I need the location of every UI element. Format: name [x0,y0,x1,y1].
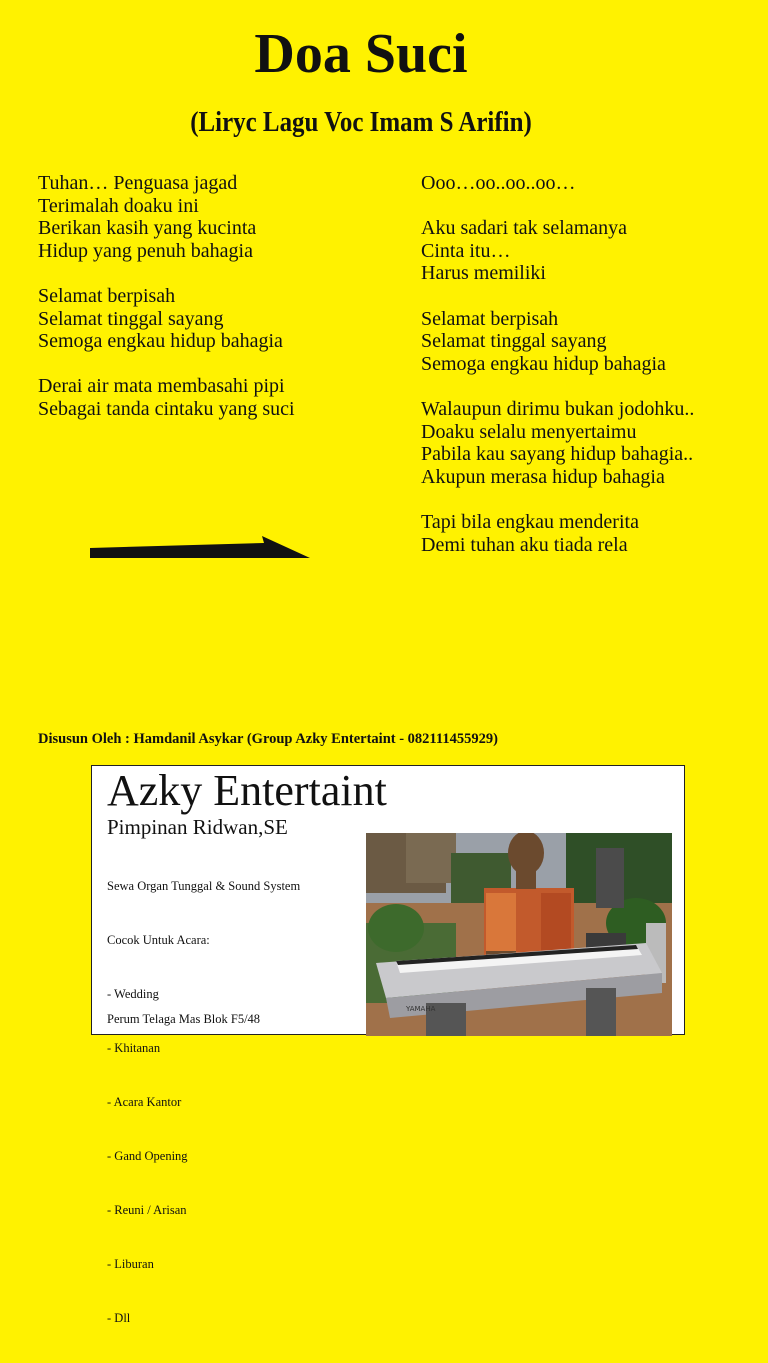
credit-line: Disusun Oleh : Hamdanil Asykar (Group Azky Entertaint - 082111455929) [38,731,498,747]
event-item: - Liburan [107,1257,154,1271]
lyric-line: Tuhan… Penguasa jagad [38,172,238,194]
lyric-line: Semoga engkau hidup bahagia [38,330,283,353]
keyboard-player-photo [366,833,672,1036]
lyric-line: Sebagai tanda cintaku yang suci [38,397,295,420]
event-item: - Dll [107,1311,131,1325]
event-item: - Gand Opening [107,1149,188,1163]
lyric-line: Semoga engkau hidup bahagia [421,352,666,375]
business-address: Perum Telaga Mas Blok F5/48 [107,1012,261,1026]
lyric-line: Harus memiliki [421,262,546,285]
service-description: Sewa Organ Tunggal & Sound System [107,879,301,893]
lyric-line [421,488,694,511]
lyric-line: Tapi bila engkau menderita [421,510,639,533]
business-name: Azky Entertaint [107,766,387,815]
page-title: Doa Suci [254,23,468,85]
lyric-line: Berikan kasih yang kucinta [38,217,257,240]
lyric-line: Pabila kau sayang hidup bahagia.. [421,443,694,466]
business-leader: Pimpinan Ridwan,SE [107,815,288,839]
lyric-line: Terimalah doaku ini [38,194,199,217]
arrow-right-icon [88,534,314,564]
lyric-line: Aku sadari tak selamanya [421,217,628,240]
lyric-line: Doaku selalu menyertaimu [421,420,637,443]
lyric-line [38,262,295,285]
lyric-line: Selamat tinggal sayang [421,330,607,353]
keyboard-brand: YAMAHA [406,1005,436,1013]
lyric-line [421,195,694,218]
lyric-line: Ooo…oo..oo..oo… [421,172,576,194]
event-item: - Wedding [107,987,159,1001]
lyric-line: Demi tuhan aku tiada rela [421,533,628,556]
lyric-line [38,353,295,376]
lyric-line: Derai air mata membasahi pipi [38,375,285,398]
lyrics-right-column [421,172,694,556]
lyric-line [421,285,694,308]
lyric-line: Cinta itu… [421,239,511,262]
lyric-line: Selamat berpisah [38,284,176,307]
lyric-line [421,375,694,398]
service-list [107,841,300,1363]
event-item: - Khitanan [107,1041,161,1055]
lyric-line: Akupun merasa hidup bahagia [421,465,665,488]
advertisement-box [91,765,685,1325]
suitable-for-label: Cocok Untuk Acara: [107,933,210,947]
event-item: - Acara Kantor [107,1095,182,1109]
lyric-line: Walaupun dirimu bukan jodohku.. [421,397,695,420]
lyric-line: Selamat berpisah [421,307,559,330]
lyric-line: Selamat tinggal sayang [38,307,224,330]
event-item: - Reuni / Arisan [107,1203,187,1217]
page-subtitle: (Liryc Lagu Voc Imam S Arifin) [190,106,532,138]
lyric-line: Hidup yang penuh bahagia [38,239,253,262]
lyrics-left-column [38,172,295,421]
